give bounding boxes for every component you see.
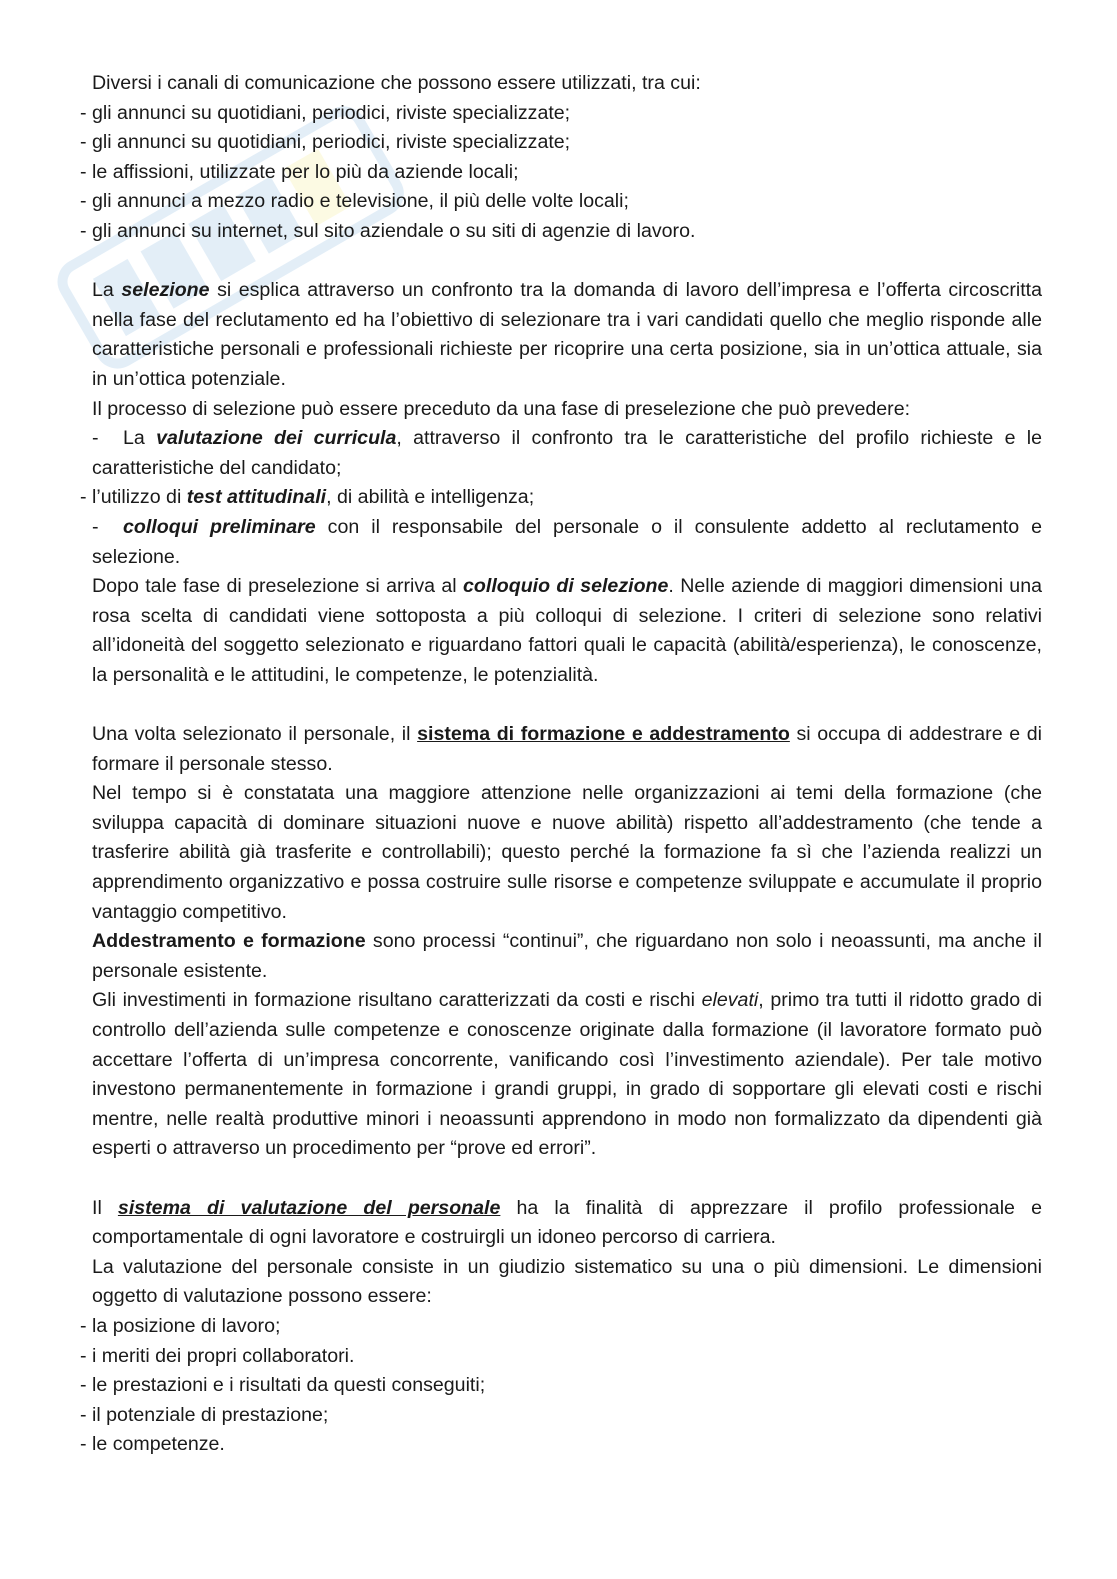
term-formazione-addestramento: sistema di formazione e addestramento bbox=[417, 723, 790, 746]
training-investment-paragraph: Gli investimenti in formazione risultano caratterizzati da costi e rischi elevati, primo tra tutti il ridotto grado di controllo dell’azienda sulle competenze e conoscenze originate dalla formazione (il lavoratore formato può accettare l’offerta di un’impresa concorrente, vanificando così l’investimento aziendale). Per tale motivo investono permanentemente in formazione i grandi gruppi, in grado di sopportare gli elevati costi e rischi mentre, nelle realtà produttive minori i neoassunti apprendono in modo non formalizzato da dipendenti già esperti o attraverso un procedimento per “prove ed errori”. bbox=[92, 989, 1042, 1160]
header-mark bbox=[530, 0, 580, 4]
list-item: - le prestazioni e i risultati da questi conseguiti; bbox=[80, 1374, 486, 1397]
list-item: - le competenze. bbox=[80, 1433, 225, 1456]
term-elevati: elevati bbox=[701, 989, 759, 1012]
training-attention-paragraph: Nel tempo si è constatata una maggiore attenzione nelle organizzazioni ai temi della formazione (che sviluppa capacità di dominare situazioni nuove e nuove abilità) rispetto all’addestramento (che tende a trasferire abilità già trasferite e controllabili); questo perché la formazione fa sì che l’azienda realizzi un apprendimento organizzativo e possa costruire sulle risorse e competenze sviluppate e accumulate il proprio vantaggio competitivo. bbox=[92, 782, 1042, 923]
preselection-paragraph: Il processo di selezione può essere preceduto da una fase di preselezione che può prevedere: bbox=[92, 397, 911, 420]
term-colloqui-preliminare: colloqui preliminare bbox=[123, 515, 316, 538]
list-item: - La valutazione dei curricula, attraverso il confronto tra le caratteristiche del profilo richieste e le caratteristiche del candidato; bbox=[92, 427, 1042, 479]
list-item: - il potenziale di prestazione; bbox=[80, 1403, 329, 1426]
list-item: - gli annunci su quotidiani, periodici, riviste specializzate; bbox=[80, 131, 571, 154]
term-valutazione-curricula: valutazione dei curricula bbox=[156, 427, 397, 450]
term-addestramento-formazione: Addestramento e formazione bbox=[92, 930, 366, 953]
interview-paragraph: Dopo tale fase di preselezione si arriva al colloquio di selezione. Nelle aziende di maggiori dimensioni una rosa scelta di candidati viene sottoposta a più colloqui di selezione. I criteri di selezione sono relativi all’idoneità del soggetto selezionato e riguardano fattori quali le capacità (abilità/esperienza), le conoscenze, la personalità e le attitudini, le competenze, le potenzialità. bbox=[92, 575, 1042, 686]
evaluation-dimensions-paragraph: La valutazione del personale consiste in un giudizio sistematico su una o più dimensioni. Le dimensioni oggetto di valutazione possono essere: bbox=[92, 1255, 1042, 1308]
training-continuous-paragraph: Addestramento e formazione sono processi “continui”, che riguardano non solo i neoassunti, ma anche il personale esistente. bbox=[92, 930, 1042, 982]
evaluation-paragraph: Il sistema di valutazione del personale ha la finalità di apprezzare il profilo professionale e comportamentale di ogni lavoratore e costruirgli un idoneo percorso di carriera. bbox=[92, 1196, 1042, 1249]
list-item: - gli annunci a mezzo radio e televisione, il più delle volte locali; bbox=[80, 190, 629, 213]
selection-paragraph: La selezione si esplica attraverso un confronto tra la domanda di lavoro dell’impresa e l’offerta circoscritta nella fase del reclutamento ed ha l’obiettivo di selezionare tra i vari candidati quello che meglio risponde alle caratteristiche personali e professionali richieste per ricoprire una certa posizione, sia in un’ottica attuale, sia in un’ottica potenziale. bbox=[92, 279, 1042, 390]
list-item: - gli annunci su internet, sul sito aziendale o su siti di agenzie di lavoro. bbox=[80, 219, 696, 242]
term-valutazione-personale: sistema di valutazione del personale bbox=[117, 1196, 501, 1219]
list-item: - la posizione di lavoro; bbox=[80, 1314, 281, 1337]
term-selezione: selezione bbox=[121, 279, 210, 302]
document-body bbox=[80, 69, 1042, 1460]
list-item: - l’utilizzo di test attitudinali, di abilità e intelligenza; bbox=[80, 486, 535, 509]
list-item: - colloqui preliminare con il responsabile del personale o il consulente addetto al reclutamento e selezione. bbox=[92, 515, 1042, 568]
channels-intro: Diversi i canali di comunicazione che possono essere utilizzati, tra cui: bbox=[92, 72, 701, 94]
term-colloquio-selezione: colloquio di selezione bbox=[463, 575, 669, 598]
training-paragraph: Una volta selezionato il personale, il sistema di formazione e addestramento si occupa di addestrare e di formare il personale stesso. bbox=[92, 723, 1042, 775]
list-item: - i meriti dei propri collaboratori. bbox=[80, 1344, 355, 1367]
list-item: - gli annunci su quotidiani, periodici, riviste specializzate; bbox=[80, 101, 571, 124]
list-item: - le affissioni, utilizzate per lo più da aziende locali; bbox=[80, 160, 519, 183]
term-test-attitudinali: test attitudinali bbox=[186, 486, 327, 509]
